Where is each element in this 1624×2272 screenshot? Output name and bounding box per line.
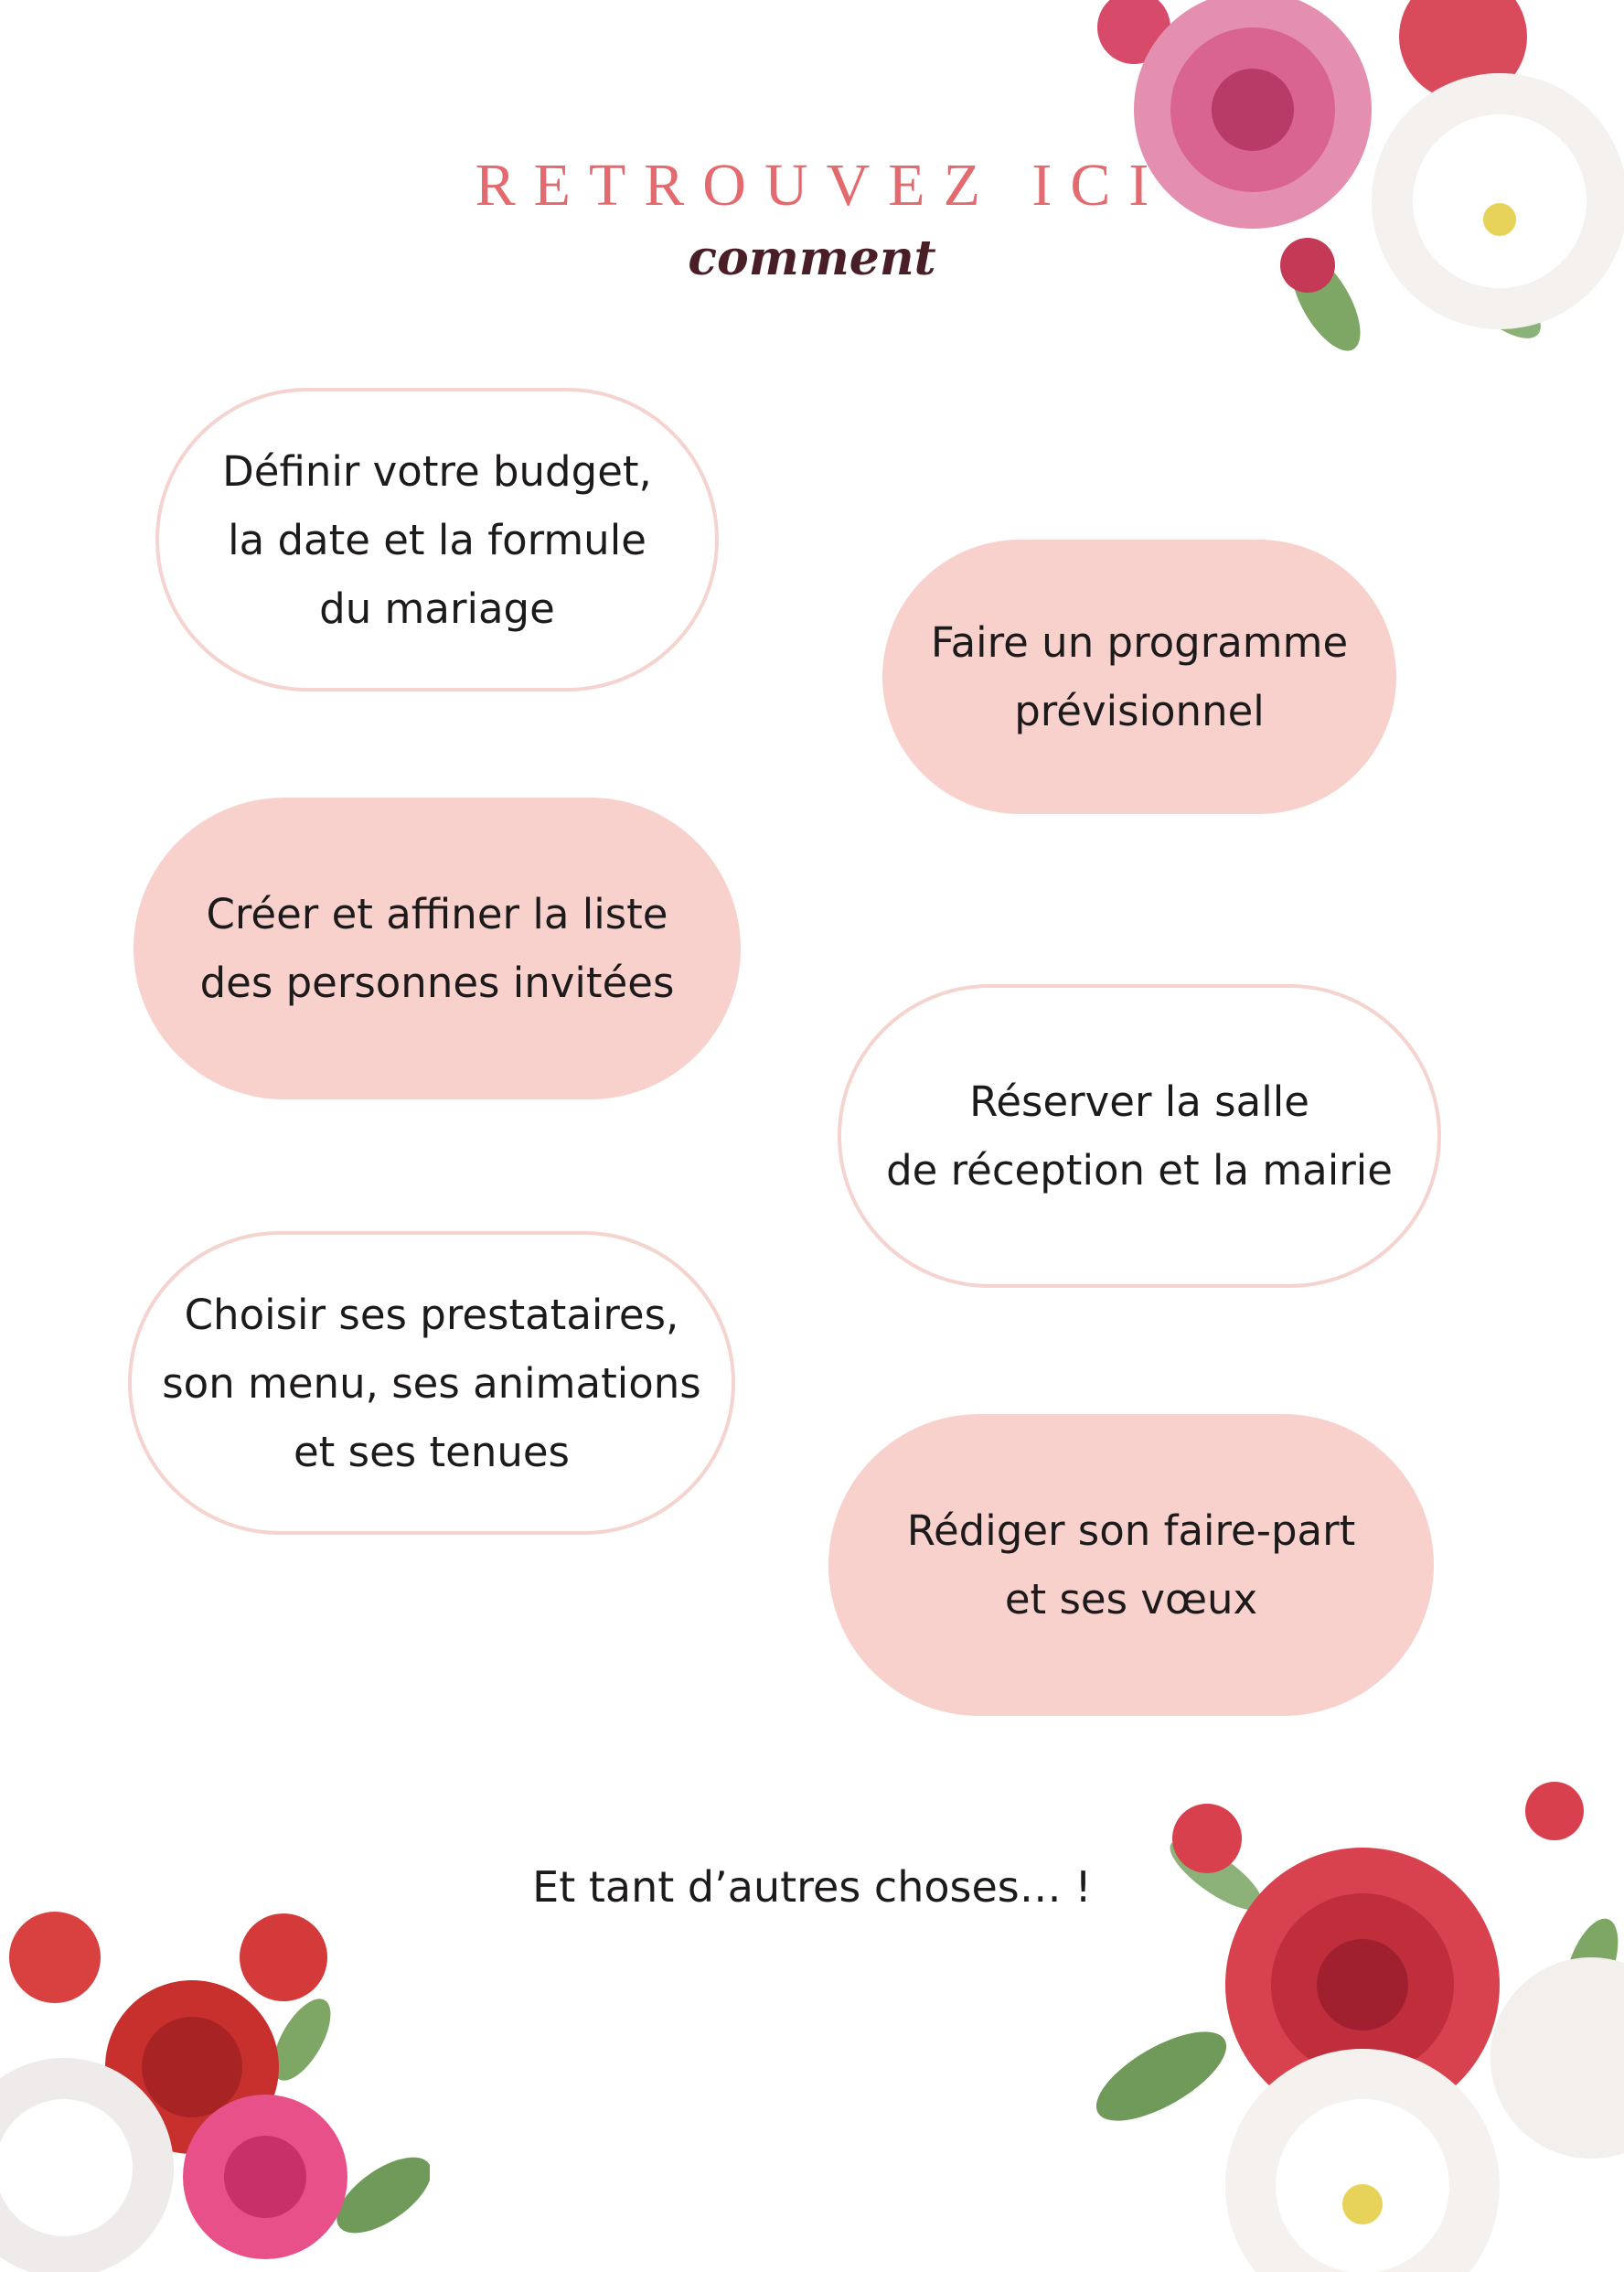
step-book-venue-townhall: Réserver la salle de réception et la mairie	[838, 984, 1441, 1288]
step-budget-date-formula: Définir votre budget, la date et la formule du mariage	[155, 388, 719, 691]
step-choose-providers: Choisir ses prestataires, son menu, ses animations et ses tenues	[128, 1231, 735, 1535]
step-guest-list: Créer et affiner la liste des personnes invitées	[134, 798, 741, 1099]
closing-text: Et tant d’autres choses… !	[532, 1862, 1092, 1912]
rose-bouquet-bottom-left-icon	[0, 1902, 430, 2272]
page-title: RETROUVEZ ICI	[475, 152, 1168, 219]
step-provisional-program: Faire un programme prévisionnel	[882, 540, 1396, 814]
page-subtitle: comment	[688, 230, 936, 286]
step-write-announcement: Rédiger son faire-part et ses vœux	[828, 1414, 1434, 1716]
rose-bouquet-bottom-right-icon	[1079, 1756, 1624, 2272]
